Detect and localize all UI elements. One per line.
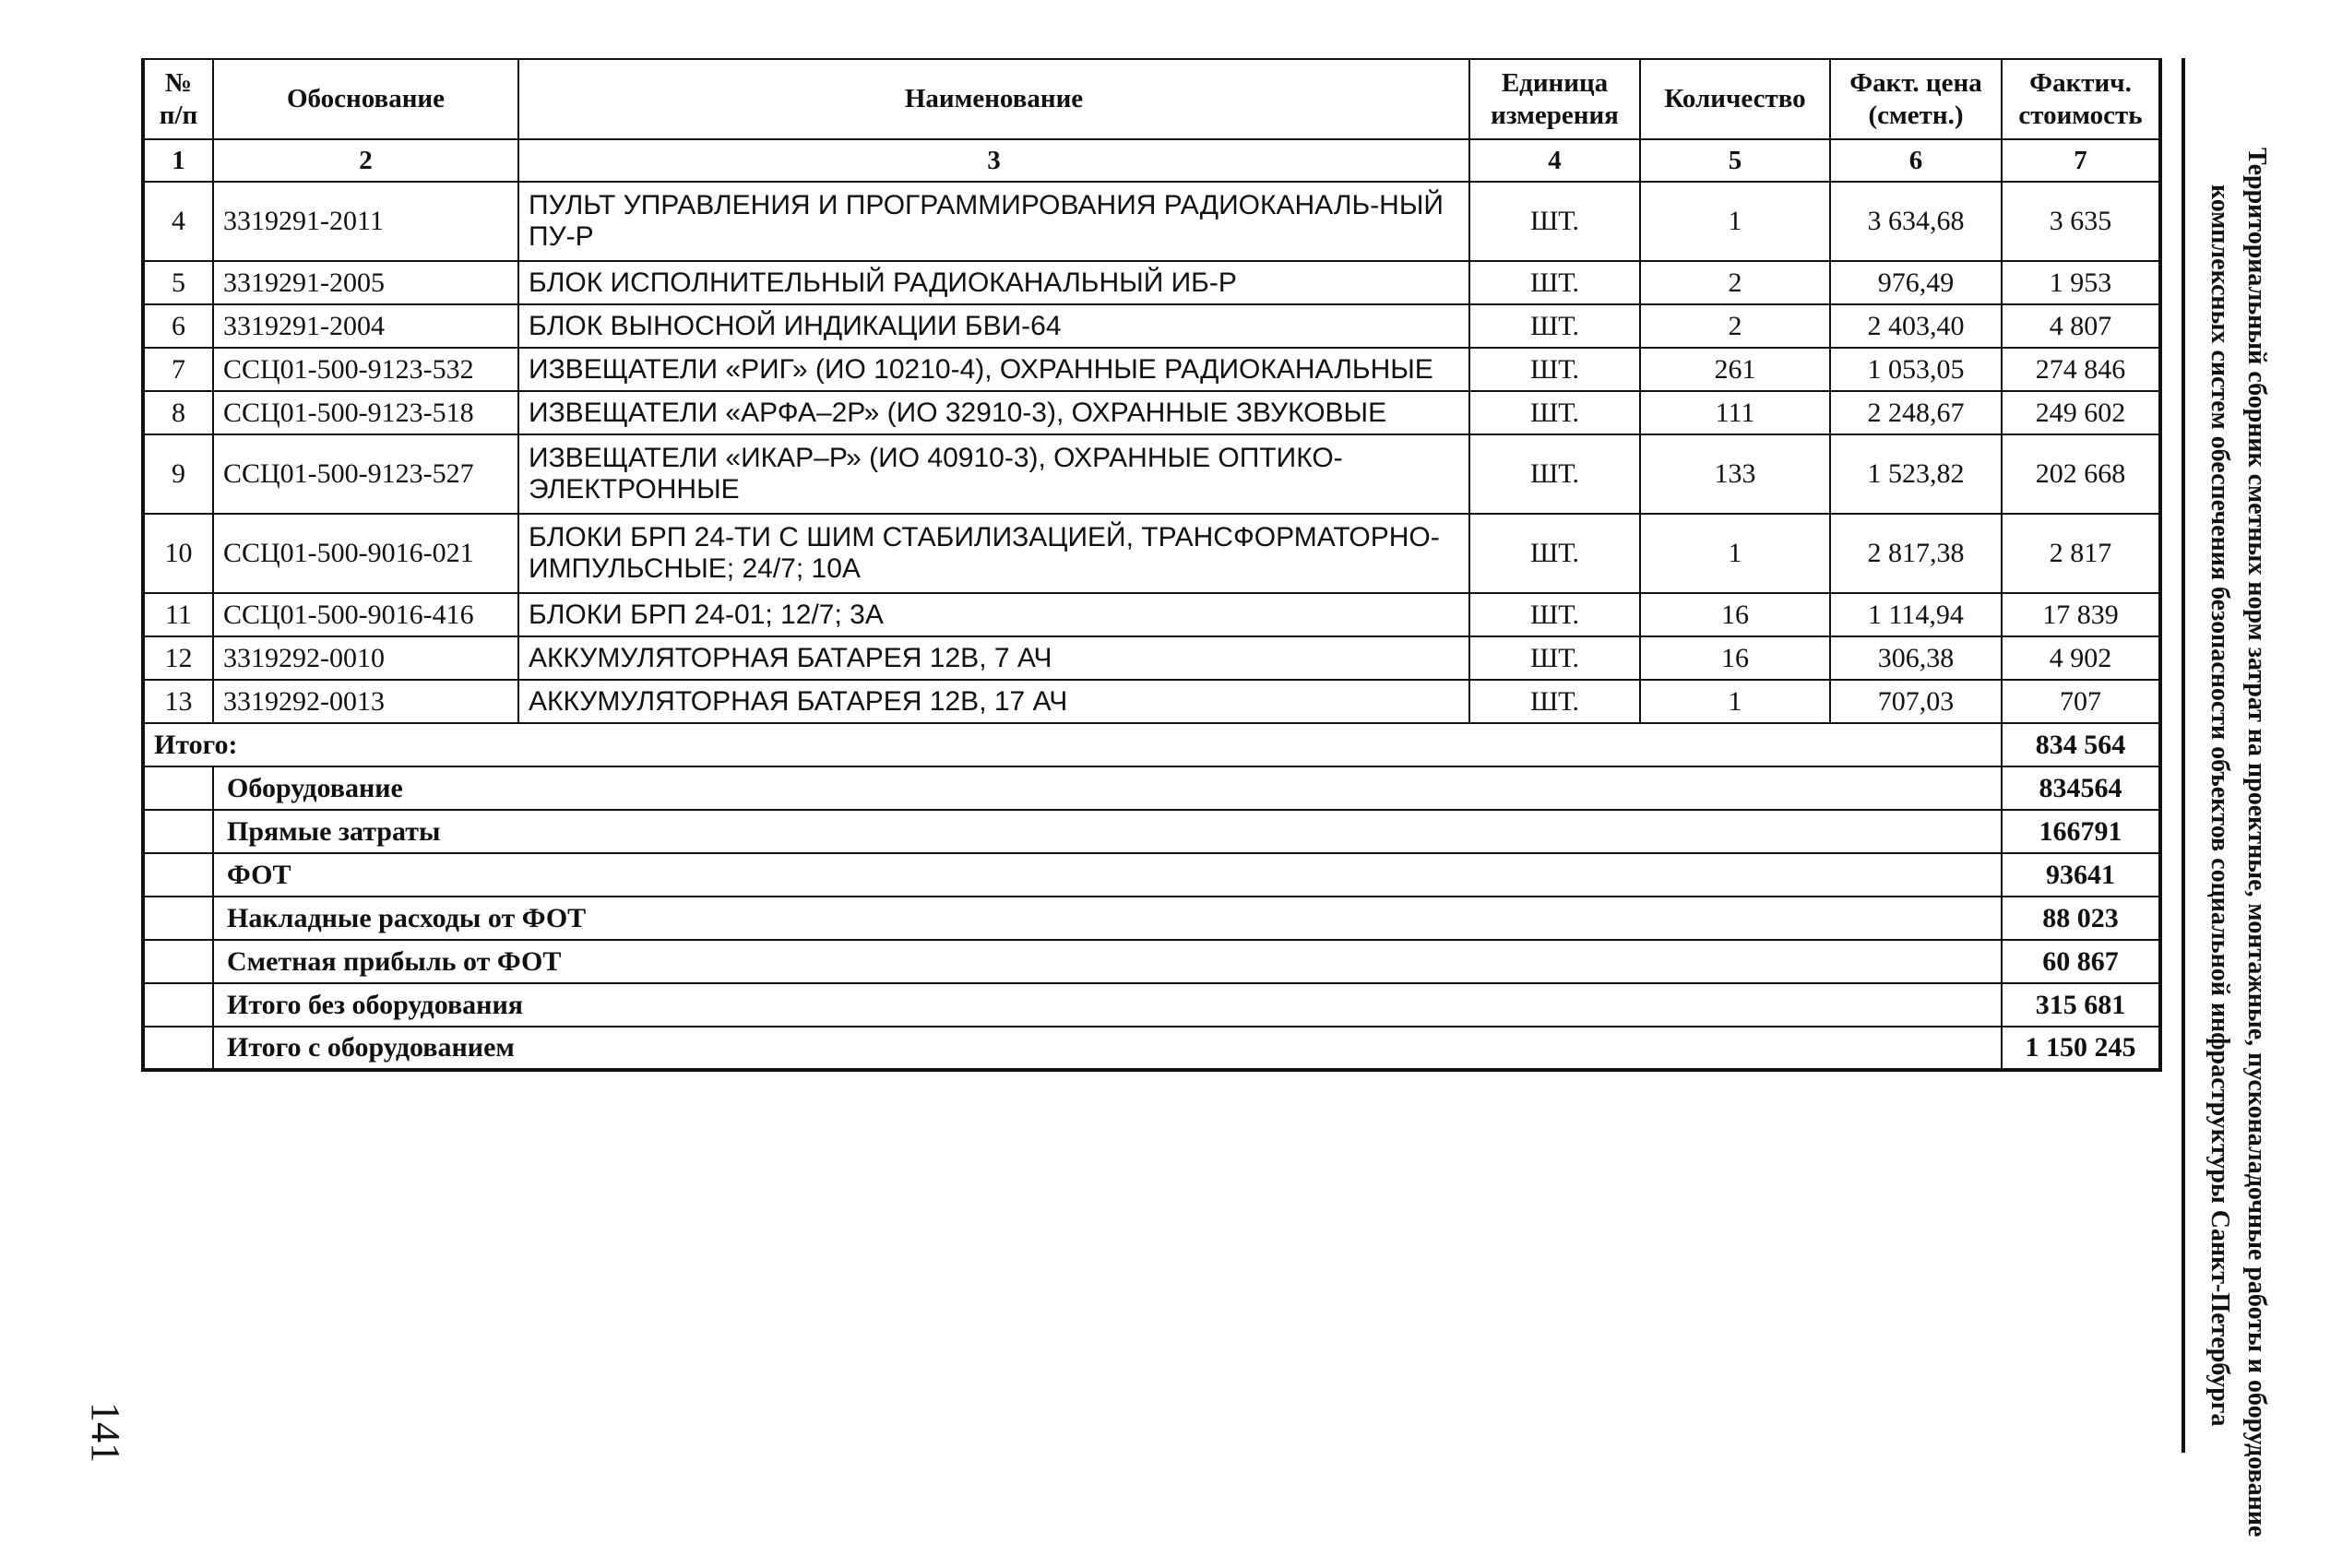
- row-price: 2 817,38: [1830, 514, 2002, 593]
- summary-label: Итого с оборудованием: [213, 1027, 2002, 1070]
- table-row: [143, 348, 2160, 391]
- row-unit: ШТ.: [1469, 348, 1640, 391]
- row-qty: 1: [1640, 182, 1830, 261]
- summary-label: Прямые затраты: [213, 810, 2002, 853]
- summary-label: Итого без оборудования: [213, 983, 2002, 1027]
- summary-row: [143, 810, 2160, 853]
- row-unit: ШТ.: [1469, 636, 1640, 680]
- summary-value: 88 023: [2002, 897, 2160, 940]
- header-name: Наименование: [518, 59, 1469, 139]
- summary-blank: [143, 810, 213, 853]
- row-cost: 249 602: [2002, 391, 2160, 434]
- row-qty: 2: [1640, 304, 1830, 348]
- row-cost: 202 668: [2002, 434, 2160, 514]
- side-title-line-1: Территориальный сборник сметных норм затрат на проектные, монтажные, пусконаладочные работы и оборудование: [2242, 148, 2271, 1538]
- column-number-row: [143, 139, 2160, 182]
- row-no: 9: [143, 434, 213, 514]
- header-cost: Фактич. стоимость: [2002, 59, 2160, 139]
- row-name: БЛОК ВЫНОСНОЙ ИНДИКАЦИИ БВИ-64: [518, 304, 1469, 348]
- side-rule: [2182, 58, 2185, 1453]
- col-number: 1: [143, 139, 213, 182]
- summary-value: 1 150 245: [2002, 1027, 2160, 1070]
- row-no: 11: [143, 593, 213, 636]
- summary-label: Накладные расходы от ФОТ: [213, 897, 2002, 940]
- row-cost: 2 817: [2002, 514, 2160, 593]
- summary-label: Оборудование: [213, 766, 2002, 810]
- table-row: [143, 182, 2160, 261]
- row-no: 10: [143, 514, 213, 593]
- table-row: [143, 304, 2160, 348]
- row-price: 976,49: [1830, 261, 2002, 304]
- table-row: [143, 636, 2160, 680]
- row-cost: 4 902: [2002, 636, 2160, 680]
- row-qty: 1: [1640, 514, 1830, 593]
- summary-row: [143, 766, 2160, 810]
- row-name: АККУМУЛЯТОРНАЯ БАТАРЕЯ 12В, 7 АЧ: [518, 636, 1469, 680]
- summary-blank: [143, 897, 213, 940]
- row-price: 2 403,40: [1830, 304, 2002, 348]
- summary-row: [143, 897, 2160, 940]
- table-row: [143, 434, 2160, 514]
- row-unit: ШТ.: [1469, 680, 1640, 723]
- row-no: 5: [143, 261, 213, 304]
- summary-label: ФОТ: [213, 853, 2002, 897]
- row-unit: ШТ.: [1469, 593, 1640, 636]
- total-row: [143, 723, 2160, 766]
- summary-value: 93641: [2002, 853, 2160, 897]
- row-name: ИЗВЕЩАТЕЛИ «ИКАР–Р» (ИО 40910-3), ОХРАННЫЕ ОПТИКО-ЭЛЕКТРОННЫЕ: [518, 434, 1469, 514]
- row-name: ИЗВЕЩАТЕЛИ «РИГ» (ИО 10210-4), ОХРАННЫЕ РАДИОКАНАЛЬНЫЕ: [518, 348, 1469, 391]
- row-price: 707,03: [1830, 680, 2002, 723]
- summary-blank: [143, 853, 213, 897]
- row-price: 1 114,94: [1830, 593, 2002, 636]
- row-qty: 133: [1640, 434, 1830, 514]
- estimate-table: [141, 58, 2162, 1072]
- row-no: 6: [143, 304, 213, 348]
- summary-blank: [143, 1027, 213, 1070]
- row-unit: ШТ.: [1469, 182, 1640, 261]
- row-no: 13: [143, 680, 213, 723]
- summary-value: 834564: [2002, 766, 2160, 810]
- table-row: [143, 680, 2160, 723]
- row-price: 1 523,82: [1830, 434, 2002, 514]
- row-basis: ССЦ01-500-9123-527: [213, 434, 518, 514]
- row-unit: ШТ.: [1469, 514, 1640, 593]
- row-basis: 3319291-2004: [213, 304, 518, 348]
- row-cost: 3 635: [2002, 182, 2160, 261]
- row-name: БЛОК ИСПОЛНИТЕЛЬНЫЙ РАДИОКАНАЛЬНЫЙ ИБ-Р: [518, 261, 1469, 304]
- row-unit: ШТ.: [1469, 304, 1640, 348]
- row-name: ИЗВЕЩАТЕЛИ «АРФА–2Р» (ИО 32910-3), ОХРАННЫЕ ЗВУКОВЫЕ: [518, 391, 1469, 434]
- row-cost: 17 839: [2002, 593, 2160, 636]
- row-name: БЛОКИ БРП 24-ТИ С ШИМ СТАБИЛИЗАЦИЕЙ, ТРАНСФОРМАТОРНО-ИМПУЛЬСНЫЕ; 24/7; 10А: [518, 514, 1469, 593]
- row-cost: 274 846: [2002, 348, 2160, 391]
- page-number: [85, 1402, 131, 1467]
- row-qty: 2: [1640, 261, 1830, 304]
- row-price: 306,38: [1830, 636, 2002, 680]
- row-price: 3 634,68: [1830, 182, 2002, 261]
- row-no: 12: [143, 636, 213, 680]
- row-qty: 261: [1640, 348, 1830, 391]
- row-no: 4: [143, 182, 213, 261]
- summary-blank: [143, 766, 213, 810]
- row-qty: 16: [1640, 636, 1830, 680]
- row-basis: ССЦ01-500-9016-416: [213, 593, 518, 636]
- row-name: ПУЛЬТ УПРАВЛЕНИЯ И ПРОГРАММИРОВАНИЯ РАДИОКАНАЛЬ-НЫЙ ПУ-Р: [518, 182, 1469, 261]
- row-basis: 3319292-0013: [213, 680, 518, 723]
- summary-row: [143, 983, 2160, 1027]
- summary-value: 60 867: [2002, 940, 2160, 983]
- total-label: Итого:: [143, 723, 2002, 766]
- row-price: 1 053,05: [1830, 348, 2002, 391]
- row-no: 7: [143, 348, 213, 391]
- side-title: [2192, 148, 2275, 1538]
- header-basis: Обоснование: [213, 59, 518, 139]
- col-number: 3: [518, 139, 1469, 182]
- summary-row: [143, 1027, 2160, 1070]
- row-unit: ШТ.: [1469, 261, 1640, 304]
- row-name: БЛОКИ БРП 24-01; 12/7; 3А: [518, 593, 1469, 636]
- row-cost: 707: [2002, 680, 2160, 723]
- summary-label: Сметная прибыль от ФОТ: [213, 940, 2002, 983]
- col-number: 7: [2002, 139, 2160, 182]
- row-cost: 1 953: [2002, 261, 2160, 304]
- col-number: 6: [1830, 139, 2002, 182]
- header-qty: Количество: [1640, 59, 1830, 139]
- table-row: [143, 593, 2160, 636]
- row-no: 8: [143, 391, 213, 434]
- row-name: АККУМУЛЯТОРНАЯ БАТАРЕЯ 12В, 17 АЧ: [518, 680, 1469, 723]
- row-qty: 111: [1640, 391, 1830, 434]
- summary-blank: [143, 940, 213, 983]
- header-price: Факт. цена (сметн.): [1830, 59, 2002, 139]
- header-no: № п/п: [143, 59, 213, 139]
- summary-blank: [143, 983, 213, 1027]
- header-unit: Единица измерения: [1469, 59, 1640, 139]
- col-number: 2: [213, 139, 518, 182]
- row-basis: ССЦ01-500-9016-021: [213, 514, 518, 593]
- header-row: [143, 59, 2160, 139]
- row-qty: 16: [1640, 593, 1830, 636]
- summary-row: [143, 853, 2160, 897]
- table-row: [143, 261, 2160, 304]
- row-basis: 3319291-2005: [213, 261, 518, 304]
- summary-value: 315 681: [2002, 983, 2160, 1027]
- total-value: 834 564: [2002, 723, 2160, 766]
- col-number: 5: [1640, 139, 1830, 182]
- row-unit: ШТ.: [1469, 434, 1640, 514]
- row-basis: 3319291-2011: [213, 182, 518, 261]
- side-title-line-2: комплексных систем обеспечения безопасности объектов социальной инфраструктуры Санкт-Петербурга: [2205, 184, 2234, 1427]
- row-basis: 3319292-0010: [213, 636, 518, 680]
- summary-row: [143, 940, 2160, 983]
- col-number: 4: [1469, 139, 1640, 182]
- page-number-text: 141: [83, 1402, 128, 1463]
- row-unit: ШТ.: [1469, 391, 1640, 434]
- summary-value: 166791: [2002, 810, 2160, 853]
- row-price: 2 248,67: [1830, 391, 2002, 434]
- row-basis: ССЦ01-500-9123-518: [213, 391, 518, 434]
- row-qty: 1: [1640, 680, 1830, 723]
- row-cost: 4 807: [2002, 304, 2160, 348]
- table-row: [143, 514, 2160, 593]
- row-basis: ССЦ01-500-9123-532: [213, 348, 518, 391]
- table-row: [143, 391, 2160, 434]
